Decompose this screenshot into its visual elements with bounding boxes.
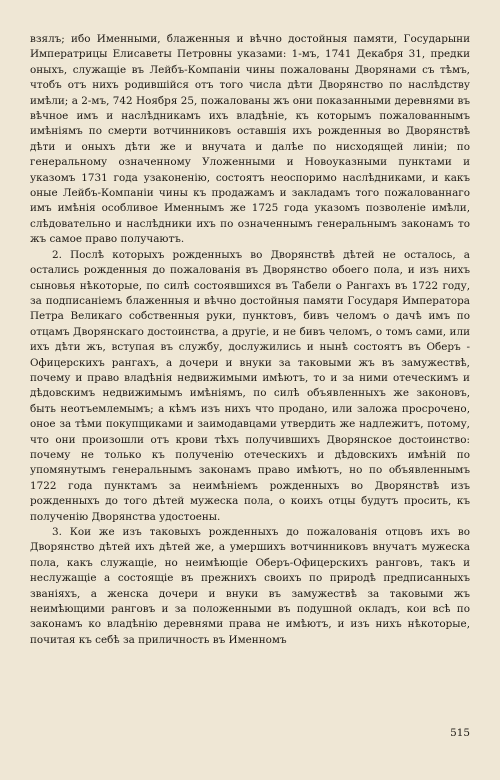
paragraph-2: 2. Послѣ которыхъ рожденныхъ во Дворянствѣ дѣтей не осталось, а остались рожденныя до пожалованія въ Дворянство обоего пола, и изъ нихъ сыновья нѣкоторые, по силѣ состоявшихся въ Табели о Рангахъ въ 1722 году, за подписаніемъ блаженныя и вѣчно достойныя памяти Государя Императора Петра Великаго собственныя руки, пунктовъ, бивъ челомъ о дачѣ имъ по отцамъ Дворянскаго достоинства, а другіе, и не бивъ челомъ, о томъ сами, или ихъ дѣти жъ, вступая въ службу, дослужились и нынѣ состоятъ въ Оберъ - Офицерскихъ рангахъ, а дочери и внуки за таковыми жъ въ замужествѣ, почему и право владѣнія недвижимыми имѣютъ, то и за ними отеческимъ и дѣдовскимъ недвижимымъ имѣніямъ, по силѣ объявленныхъ же законовъ, быть неотъемлемымъ; а кѣмъ изъ нихъ что продано, или заложа просрочено, оное за тѣми покупщиками и заимодавцами утвердить же надлежитъ, потому, что они произошли отъ крови тѣхъ получившихъ Дворянское достоинство: почему не только къ полученію отеческихъ и дѣдовскихъ имѣній по упомянутымъ генеральнымъ законамъ право имѣютъ, но по объявленнымъ 1722 года пунктамъ за неимѣніемъ рожденныхъ во Дворянствѣ изъ рожденныхъ до того дѣтей мужеска пола, о коихъ отцы будутъ просить, къ полученію Дворянства удостоены. xyxy=(30,248,470,523)
page-text xyxy=(30,32,470,648)
paragraph-3: 3. Кои же изъ таковыхъ рожденныхъ до пожалованія отцовъ ихъ во Дворянство дѣтей ихъ дѣтей же, а умершихъ вотчинниковъ внучатъ мужеска пола, какъ служащіе, но неимѣющіе Оберъ-Офицерскихъ ранговъ, такъ и неслужащіе а состоящіе въ прежнихъ своихъ по природѣ предписанныхъ званіяхъ, а женска дочери и внуки въ замужествѣ за таковыми жъ неимѣющими ранговъ и за положенными въ подушной окладъ, кои всѣ по законамъ ко владѣнію деревнями права не имѣютъ, и изъ нихъ нѣкоторые, почитая къ себѣ за приличность въ Именномъ xyxy=(30,526,470,646)
paragraph-continuation: взялъ; ибо Именными, блаженныя и вѣчно достойныя памяти, Государыни Императрицы Елисаветы Петровны указами: 1-мъ, 1741 Декабря 31, предки оныхъ, служащіе въ Лейбъ-Компаніи чины пожалованы Дворянами съ тѣмъ, чтобъ отъ нихъ родившійся отъ того числа дѣти Дворянство по наслѣдству имѣли; а 2-мъ, 742 Ноября 25, пожалованы жъ они показанными деревнями въ вѣчное имъ и наслѣдникамъ ихъ владѣніе, къ которымъ пожалованнымъ имѣніямъ по смерти вотчинниковъ оставшія ихъ рожденныя во Дворянствѣ дѣти и оныхъ дѣти же и внучата и далѣе по нисходящей линіи; по генеральному означенному Уложенными и Новоуказными пунктами и указомъ 1731 года узаконенію, состоятъ неоспоримо наслѣдниками, и какъ оные Лейбъ-Компаніи чины къ продажамъ и закладамъ того пожалованнаго имъ имѣнія особливое Именнымъ же 1725 года указомъ позволеніе имѣли, слѣдовательно и наслѣдники ихъ по означеннымъ генеральнымъ законамъ то жъ самое право получаютъ. xyxy=(30,33,470,246)
page-number: 515 xyxy=(450,727,470,739)
